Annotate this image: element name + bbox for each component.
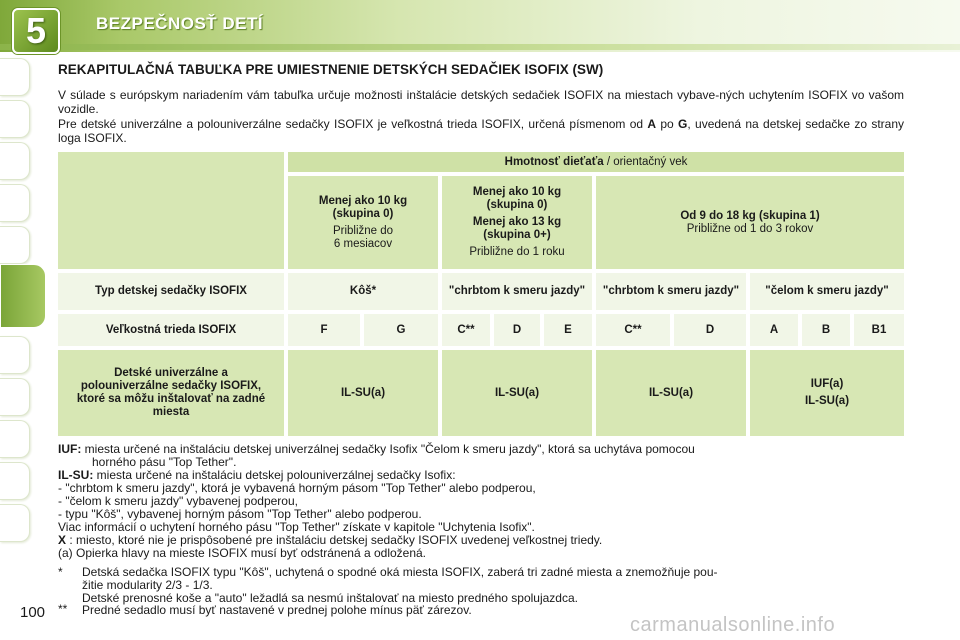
legend-note-a: (a) Opierka hlavy na mieste ISOFIX musí byť odstránená a odložená. <box>58 546 427 560</box>
legend-bullet: - "čelom k smeru jazdy" vybavenej podperou, <box>58 494 298 508</box>
seat-type-cell: "chrbtom k smeru jazdy" <box>596 273 746 310</box>
header-stripe <box>0 44 960 50</box>
side-tab-9[interactable] <box>0 420 30 458</box>
installation-cell: IUF(a) IL-SU(a) <box>750 350 904 436</box>
legend-bullet: - typu "Kôš", vybavenej horným pásom "Top Tether" alebo podperou. <box>58 507 422 521</box>
size-class-cell: C** <box>596 314 670 346</box>
watermark: carmanualsonline.info <box>630 614 836 636</box>
seat-type-cell: "čelom k smeru jazdy" <box>750 273 904 310</box>
size-class-cell: D <box>674 314 746 346</box>
side-tab-3[interactable] <box>0 142 30 180</box>
side-tab-11[interactable] <box>0 504 30 542</box>
side-tab-1[interactable] <box>0 58 30 96</box>
note-2-text: Predné sedadlo musí byť nastavené v prednej polohe mínus päť zárezov. <box>82 603 472 617</box>
size-class-cell: G <box>364 314 438 346</box>
installation-cell: IL-SU(a) <box>596 350 746 436</box>
weight-header: Hmotnosť dieťaťa / orientačný vek <box>288 152 904 172</box>
legend-iuf: IUF: miesta určené na inštaláciu detskej univerzálnej sedačky Isofix "Čelom k smeru jazdy", ktorá sa uchytáva pomocou <box>58 442 695 456</box>
seat-type-cell: Kôš* <box>288 273 438 310</box>
side-tab-2[interactable] <box>0 100 30 138</box>
size-class-cell: E <box>544 314 592 346</box>
intro-paragraph-2: Pre detské univerzálne a polouniverzálne sedačky ISOFIX je veľkostná trieda ISOFIX, určená písmenom od A po G, uvedená na detskej sedačke zo strany loga ISOFIX. <box>58 117 905 145</box>
page-number: 100 <box>20 604 46 621</box>
side-tab-5[interactable] <box>0 226 30 264</box>
size-class-cell: D <box>494 314 540 346</box>
row-label-size-class: Veľkostná trieda ISOFIX <box>58 314 284 346</box>
side-tab-7[interactable] <box>0 336 30 374</box>
weight-group-0-young: Menej ako 10 kg (skupina 0) Približne do 6 mesiacov <box>288 176 438 269</box>
size-class-cell: B1 <box>854 314 904 346</box>
legend-more-info: Viac informácií o uchytení horného pásu "Top Tether" získate v kapitole "Uchytenia Isofix". <box>58 520 535 534</box>
chapter-title: BEZPEČNOSŤ DETÍ <box>96 14 264 33</box>
legend-ilsu: IL-SU: miesta určené na inštaláciu detskej polouniverzálnej sedačky Isofix: <box>58 468 456 482</box>
installation-cell: IL-SU(a) <box>442 350 592 436</box>
size-class-cell: F <box>288 314 360 346</box>
side-tab-4[interactable] <box>0 184 30 222</box>
intro-paragraph-1: V súlade s európskym nariadením vám tabuľka určuje možnosti inštalácie detských sedačiek ISOFIX na miestach vybave-ných uchytením ISOFIX vo vašom vozidle. <box>58 88 904 116</box>
note-1-marker: * <box>58 565 63 579</box>
weight-group-0-plus: Menej ako 10 kg (skupina 0) Menej ako 13 kg (skupina 0+) Približne do 1 roku <box>442 176 592 269</box>
installation-cell: IL-SU(a) <box>288 350 438 436</box>
weight-group-1: Od 9 do 18 kg (skupina 1) Približne od 1 do 3 rokov <box>596 176 904 269</box>
side-tab-active[interactable] <box>0 264 46 328</box>
side-tab-10[interactable] <box>0 462 30 500</box>
table-corner-cell <box>58 152 284 269</box>
seat-type-cell: "chrbtom k smeru jazdy" <box>442 273 592 310</box>
page-title: REKAPITULAČNÁ TABUĽKA PRE UMIESTNENIE DETSKÝCH SEDAČIEK ISOFIX (SW) <box>58 62 604 77</box>
note-1-line-2: žitie modularity 2/3 - 1/3. <box>82 578 213 592</box>
size-class-cell: B <box>802 314 850 346</box>
row-label-seat-type: Typ detskej sedačky ISOFIX <box>58 273 284 310</box>
legend-iuf-cont: horného pásu "Top Tether". <box>92 455 237 469</box>
size-class-cell: C** <box>442 314 490 346</box>
side-tab-8[interactable] <box>0 378 30 416</box>
legend-bullet: - "chrbtom k smeru jazdy", ktorá je vybavená horným pásom "Top Tether" alebo podperou, <box>58 481 536 495</box>
legend-x: X : miesto, ktoré nie je prispôsobené pre inštaláciu detskej sedačky ISOFIX uvedenej veľkostnej triedy. <box>58 533 603 547</box>
note-1-line-1: Detská sedačka ISOFIX typu "Kôš", uchytená o spodné oká miesta ISOFIX, zaberá tri zadné miesta a znemožňuje pou- <box>82 565 718 579</box>
size-class-cell: A <box>750 314 798 346</box>
chapter-number-badge: 5 <box>12 8 60 54</box>
note-1-line-3: Detské prenosné koše a "auto" ležadlá sa nesmú inštalovať na miesto predného spolujazdca. <box>82 591 578 605</box>
row-label-installation: Detské univerzálne a polouniverzálne sedačky ISOFIX, ktoré sa môžu inštalovať na zadné miesta <box>58 350 284 436</box>
note-2-marker: ** <box>58 602 68 616</box>
